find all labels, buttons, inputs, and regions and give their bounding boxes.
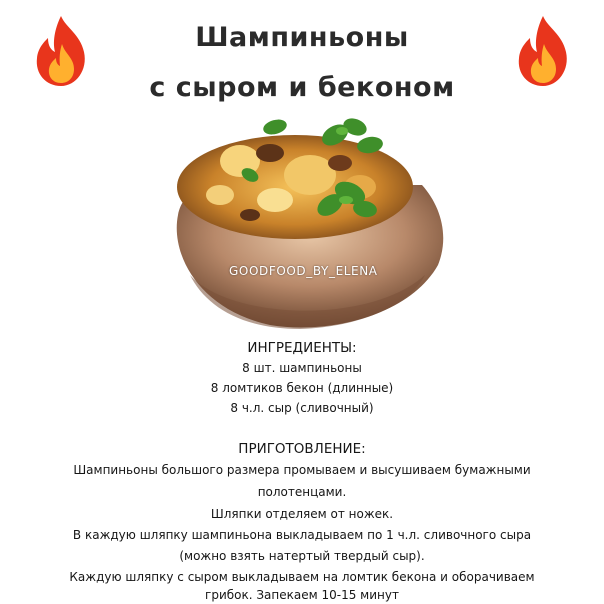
ingredients-heading: ИНГРЕДИЕНТЫ: xyxy=(247,340,357,356)
preparation-line: Каждую шляпку с сыром выкладываем на ломтик бекона и оборачиваем xyxy=(69,570,535,584)
food-photo xyxy=(160,105,445,333)
preparation-line: грибок. Запекаем 10-15 минут xyxy=(205,588,399,602)
preparation-line: (можно взять натертый твердый сыр). xyxy=(179,549,425,563)
ingredient-item: 8 ч.л. сыр (сливочный) xyxy=(230,401,374,415)
ingredient-item: 8 ломтиков бекон (длинные) xyxy=(210,381,394,395)
page-title: Шампиньоны xyxy=(195,22,409,53)
preparation-heading: ПРИГОТОВЛЕНИЕ: xyxy=(238,441,366,457)
preparation-line: полотенцами. xyxy=(257,485,347,499)
preparation-line: В каждую шляпку шампиньона выкладываем по 1 ч.л. сливочного сыра xyxy=(72,528,532,542)
photo-watermark: GOODFOOD_BY_ELENA xyxy=(229,264,378,278)
preparation-line: Шляпки отделяем от ножек. xyxy=(210,507,394,521)
ingredient-item: 8 шт. шампиньоны xyxy=(242,361,362,375)
preparation-line: Шампиньоны большого размера промываем и высушиваем бумажными xyxy=(73,463,531,477)
page-subtitle: с сыром и беконом xyxy=(149,72,455,103)
